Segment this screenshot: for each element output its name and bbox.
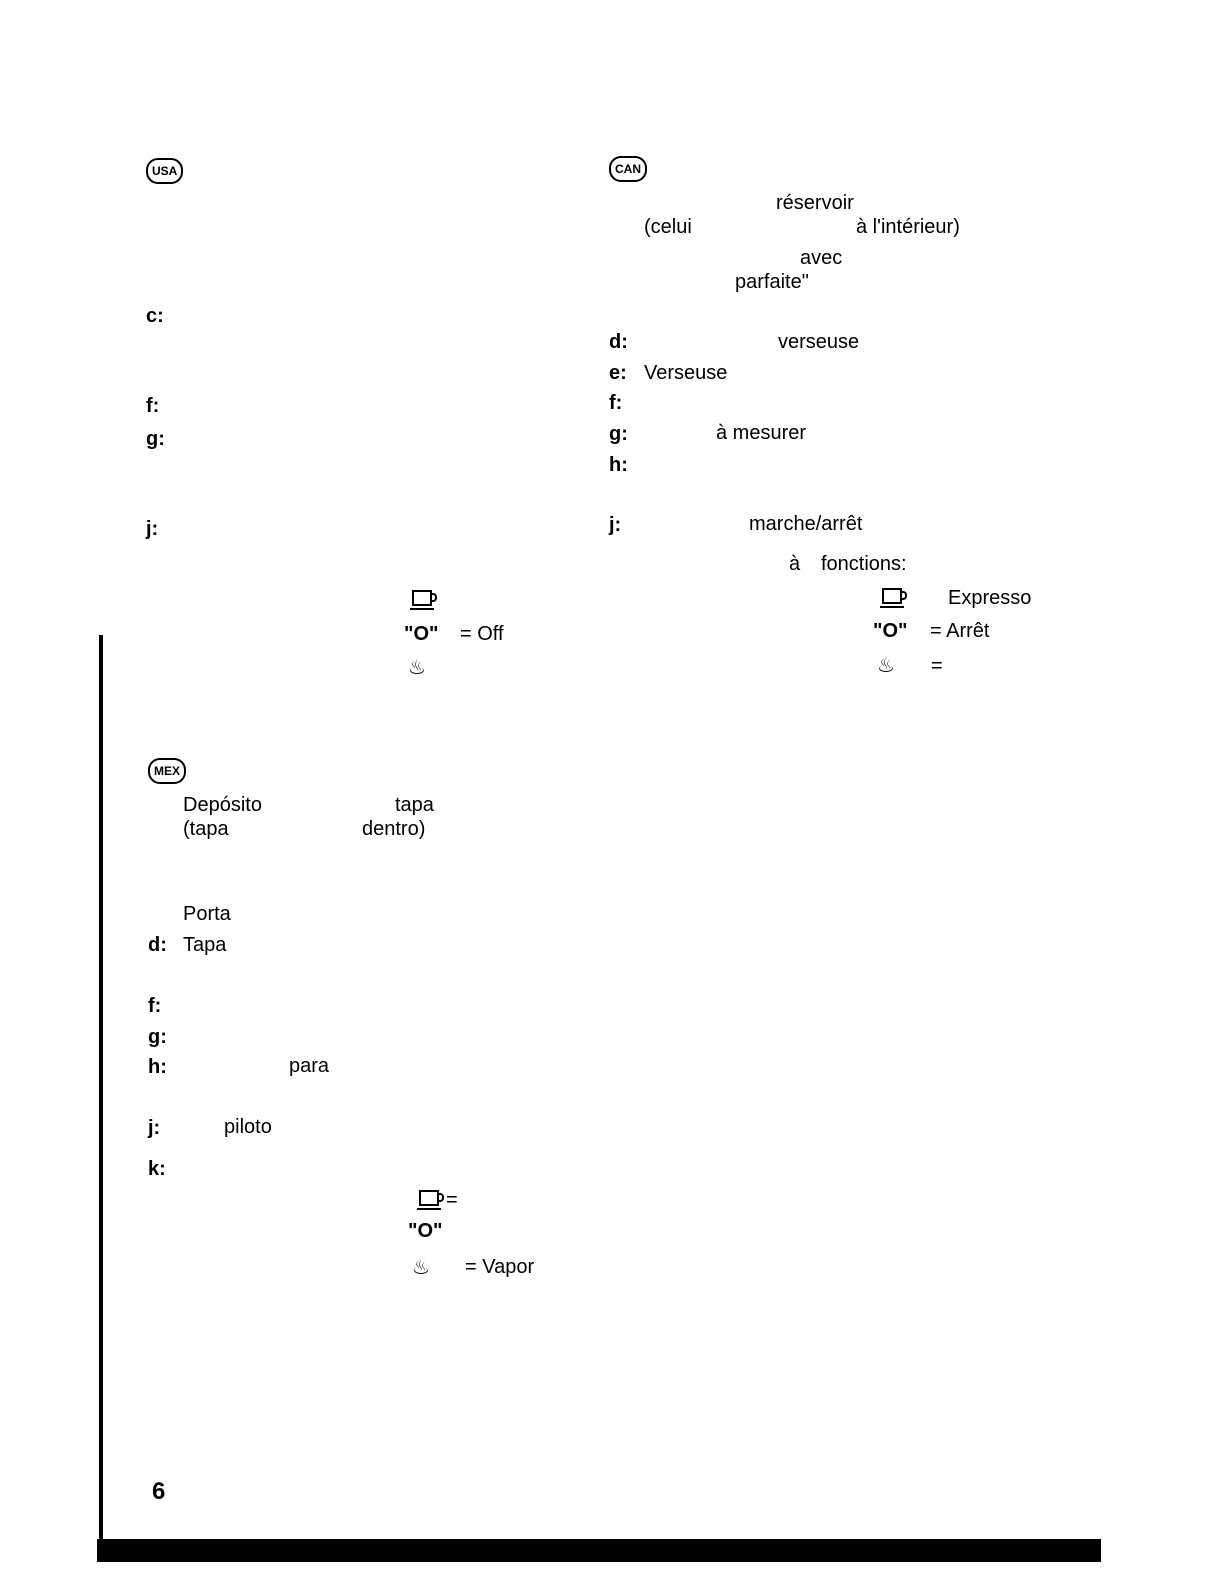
can-label-j: j:	[609, 514, 622, 536]
steam-icon: ♨	[877, 655, 895, 677]
mex-label-d: d:	[148, 934, 167, 956]
mex-label-k: k:	[148, 1158, 166, 1180]
page-number: 6	[152, 1478, 166, 1505]
footer-bar	[97, 1539, 1101, 1562]
usa-off-symbol: "O"	[404, 623, 439, 645]
can-label-d: d:	[609, 331, 628, 353]
can-off-symbol: "O"	[873, 620, 908, 642]
can-label-g: g:	[609, 423, 628, 445]
can-badge: CAN	[609, 156, 647, 182]
can-b-line1: avec	[800, 247, 843, 269]
can-steam-eq: =	[931, 655, 943, 677]
mex-off-symbol: "O"	[408, 1220, 443, 1242]
espresso-cup-icon	[882, 588, 902, 609]
usa-off-text: = Off	[460, 623, 504, 645]
mex-h-text: para	[289, 1055, 330, 1077]
can-label-f: f:	[609, 392, 623, 414]
mex-a-line2-b: dentro)	[362, 818, 426, 840]
can-e-text: Verseuse	[644, 362, 728, 384]
margin-rule	[99, 635, 103, 1540]
can-d-text: verseuse	[778, 331, 860, 353]
can-a-line2-a: (celui	[644, 216, 692, 238]
mex-steam-text: = Vapor	[465, 1256, 535, 1278]
can-off-text: = Arrêt	[930, 620, 990, 642]
can-a-line2-b: à l'intérieur)	[856, 216, 960, 238]
mex-label-j: j:	[148, 1117, 161, 1139]
espresso-cup-icon	[412, 590, 432, 611]
usa-label-f: f:	[146, 395, 160, 417]
can-a-line1: réservoir	[776, 192, 854, 214]
mex-badge: MEX	[148, 758, 186, 784]
mex-cup-eq: =	[446, 1189, 458, 1211]
usa-label-j: j:	[146, 518, 159, 540]
mex-label-f: f:	[148, 995, 162, 1017]
can-k-text-a: à	[789, 553, 801, 575]
mex-a-line2-a: (tapa	[183, 818, 229, 840]
steam-icon: ♨	[408, 657, 426, 679]
can-label-e: e:	[609, 362, 627, 384]
usa-badge: USA	[146, 158, 183, 184]
can-k-text-b: fonctions:	[821, 553, 907, 575]
mex-c-text: Porta	[183, 903, 231, 925]
usa-label-g: g:	[146, 428, 165, 450]
mex-a-line1-a: Depósito	[183, 794, 262, 816]
can-j-text: marche/arrêt	[749, 513, 863, 535]
can-label-h: h:	[609, 454, 628, 476]
mex-a-line1-b: tapa	[395, 794, 434, 816]
can-b-line2: parfaite"	[735, 271, 809, 293]
usa-label-c: c:	[146, 305, 164, 327]
can-g-text: à mesurer	[716, 422, 807, 444]
espresso-cup-icon	[419, 1190, 439, 1211]
mex-label-g: g:	[148, 1026, 167, 1048]
mex-label-h: h:	[148, 1056, 167, 1078]
can-expresso-text: Expresso	[948, 587, 1032, 609]
steam-icon: ♨	[412, 1257, 430, 1279]
mex-d-text: Tapa	[183, 934, 227, 956]
mex-j-text: piloto	[224, 1116, 272, 1138]
